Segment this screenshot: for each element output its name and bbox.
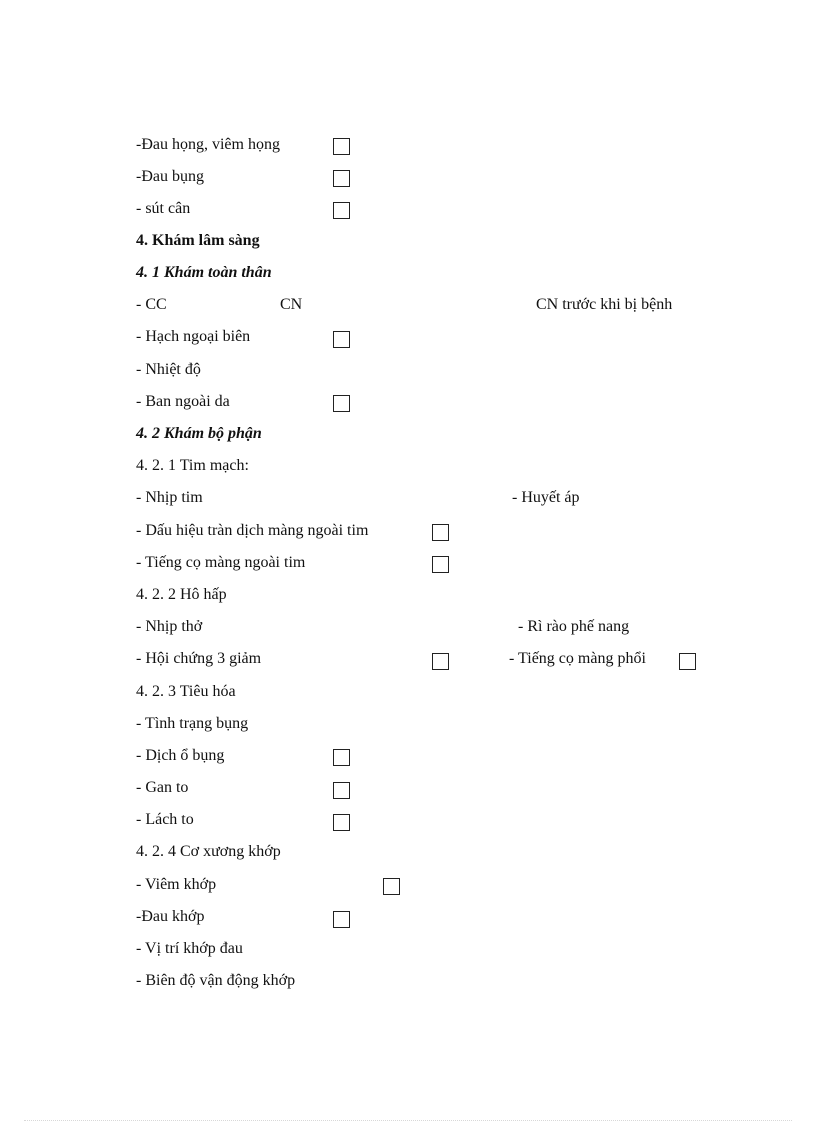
page-bottom-divider [24,1120,792,1121]
line-gan-to: - Gan to [136,779,189,796]
checkbox-tran-dich-mang-ngoai-tim[interactable] [432,524,449,541]
checkbox-sut-can[interactable] [333,202,350,219]
line-tran-dich-mang-ngoai-tim: - Dấu hiệu tràn dịch màng ngoài tim [136,522,369,539]
heading-ho-hap: 4. 2. 2 Hô hấp [136,586,227,603]
line-nhip-tim: - Nhịp tim [136,489,203,506]
checkbox-gan-to[interactable] [333,782,350,799]
line-ri-rao-phe-nang: - Rì rào phế nang [518,618,630,635]
line-nhiet-do: - Nhiệt độ [136,361,201,378]
line-viem-khop: - Viêm khớp [136,876,217,893]
heading-kham-bo-phan: 4. 2 Khám bộ phận [136,425,262,442]
line-dau-bung: -Đau bụng [136,168,204,185]
line-bien-do-van-dong-khop: - Biên độ vận động khớp [136,972,296,989]
heading-tieu-hoa: 4. 2. 3 Tiêu hóa [136,683,236,700]
line-dau-khop: -Đau khớp [136,908,205,925]
line-dau-hong: -Đau họng, viêm họng [136,136,280,153]
line-huyet-ap: - Huyết áp [512,489,580,506]
checkbox-lach-to[interactable] [333,814,350,831]
line-cc: - CC [136,296,167,313]
line-tieng-co-mang-phoi: - Tiếng cọ màng phổi [509,650,646,667]
checkbox-viem-khop[interactable] [383,878,400,895]
checkbox-hach-ngoai-bien[interactable] [333,331,350,348]
line-lach-to: - Lách to [136,811,194,828]
line-cn: CN [280,296,303,313]
checkbox-hoi-chung-3-giam[interactable] [432,653,449,670]
checkbox-tieng-co-mang-phoi[interactable] [679,653,696,670]
checkbox-dau-bung[interactable] [333,170,350,187]
heading-co-xuong-khop: 4. 2. 4 Cơ xương khớp [136,843,281,860]
checkbox-ban-ngoai-da[interactable] [333,395,350,412]
checkbox-dich-o-bung[interactable] [333,749,350,766]
line-nhip-tho: - Nhịp thở [136,618,203,635]
heading-kham-lam-sang: 4. Khám lâm sàng [136,232,260,249]
line-hach-ngoai-bien: - Hạch ngoại biên [136,328,251,345]
checkbox-dau-khop[interactable] [333,911,350,928]
line-vi-tri-khop-dau: - Vị trí khớp đau [136,940,243,957]
heading-tim-mach: 4. 2. 1 Tim mạch: [136,457,249,474]
line-sut-can: - sút cân [136,200,191,217]
checkbox-tieng-co-mang-ngoai-tim[interactable] [432,556,449,573]
line-tieng-co-mang-ngoai-tim: - Tiếng cọ màng ngoài tim [136,554,306,571]
line-dich-o-bung: - Dịch ổ bụng [136,747,225,764]
checkbox-dau-hong[interactable] [333,138,350,155]
line-ban-ngoai-da: - Ban ngoài da [136,393,230,410]
line-cn-truoc-khi-bi-benh: CN trước khi bị bệnh [536,296,673,313]
heading-kham-toan-than: 4. 1 Khám toàn thân [136,264,272,281]
line-hoi-chung-3-giam: - Hội chứng 3 giảm [136,650,262,667]
line-tinh-trang-bung: - Tình trạng bụng [136,715,249,732]
